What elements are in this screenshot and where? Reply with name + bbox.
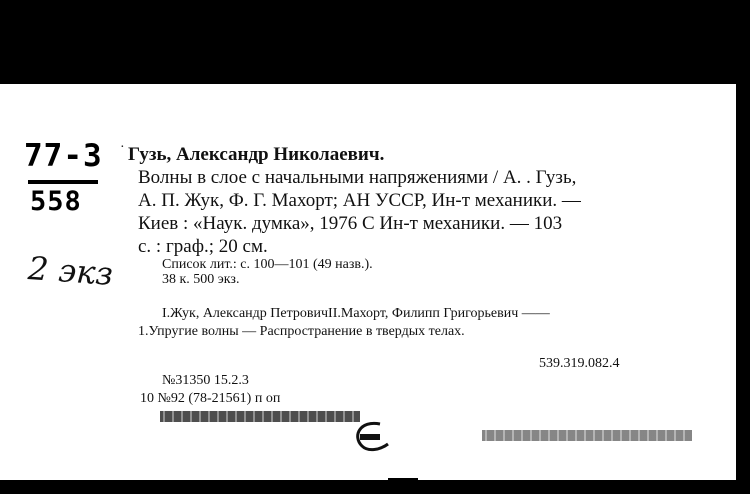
illegible-print-line — [160, 411, 360, 422]
description-line-3: Киев : «Наук. думка», 1976 С Ин-т механики. — 103 — [138, 213, 563, 234]
description-line-4: с. : граф.; 20 см. — [138, 236, 268, 257]
price-print-run: 38 к. 500 экз. — [162, 272, 240, 287]
udc-code: 539.319.082.4 — [539, 356, 620, 371]
call-number-divider — [28, 180, 98, 184]
stamp-mark — [350, 420, 392, 454]
bottom-dash — [388, 478, 418, 480]
scan-border-bottom — [0, 480, 750, 494]
subject-heading: 1.Упругие волны — Распространение в твердых телах. — [138, 324, 465, 339]
bibliography-note: Список лит.: с. 100—101 (49 назв.). — [162, 257, 373, 272]
description-line-1: Волны в слое с начальными напряжениями / А. . Гузь, — [138, 167, 577, 188]
order-line: 10 №92 (78-21561) п оп — [140, 391, 281, 406]
description-line-2: А. П. Жук, Ф. Г. Махорт; АН УССР, Ин-т механики. — — [138, 190, 581, 211]
call-number-top: 77-3 — [24, 138, 103, 174]
scan-border-right — [736, 84, 750, 480]
registration-number: №31350 15.2.3 — [162, 373, 249, 388]
tick-mark: · — [120, 140, 125, 155]
scan-border-top — [0, 0, 750, 84]
handwritten-note: 2 экз — [26, 249, 115, 293]
added-entries: I.Жук, Александр ПетровичII.Махорт, Филипп Григорьевич —— — [162, 306, 550, 321]
author-heading: Гузь, Александр Николаевич. — [128, 144, 385, 165]
call-number-bottom: 558 — [30, 186, 82, 217]
illegible-stamp-line — [482, 430, 692, 441]
